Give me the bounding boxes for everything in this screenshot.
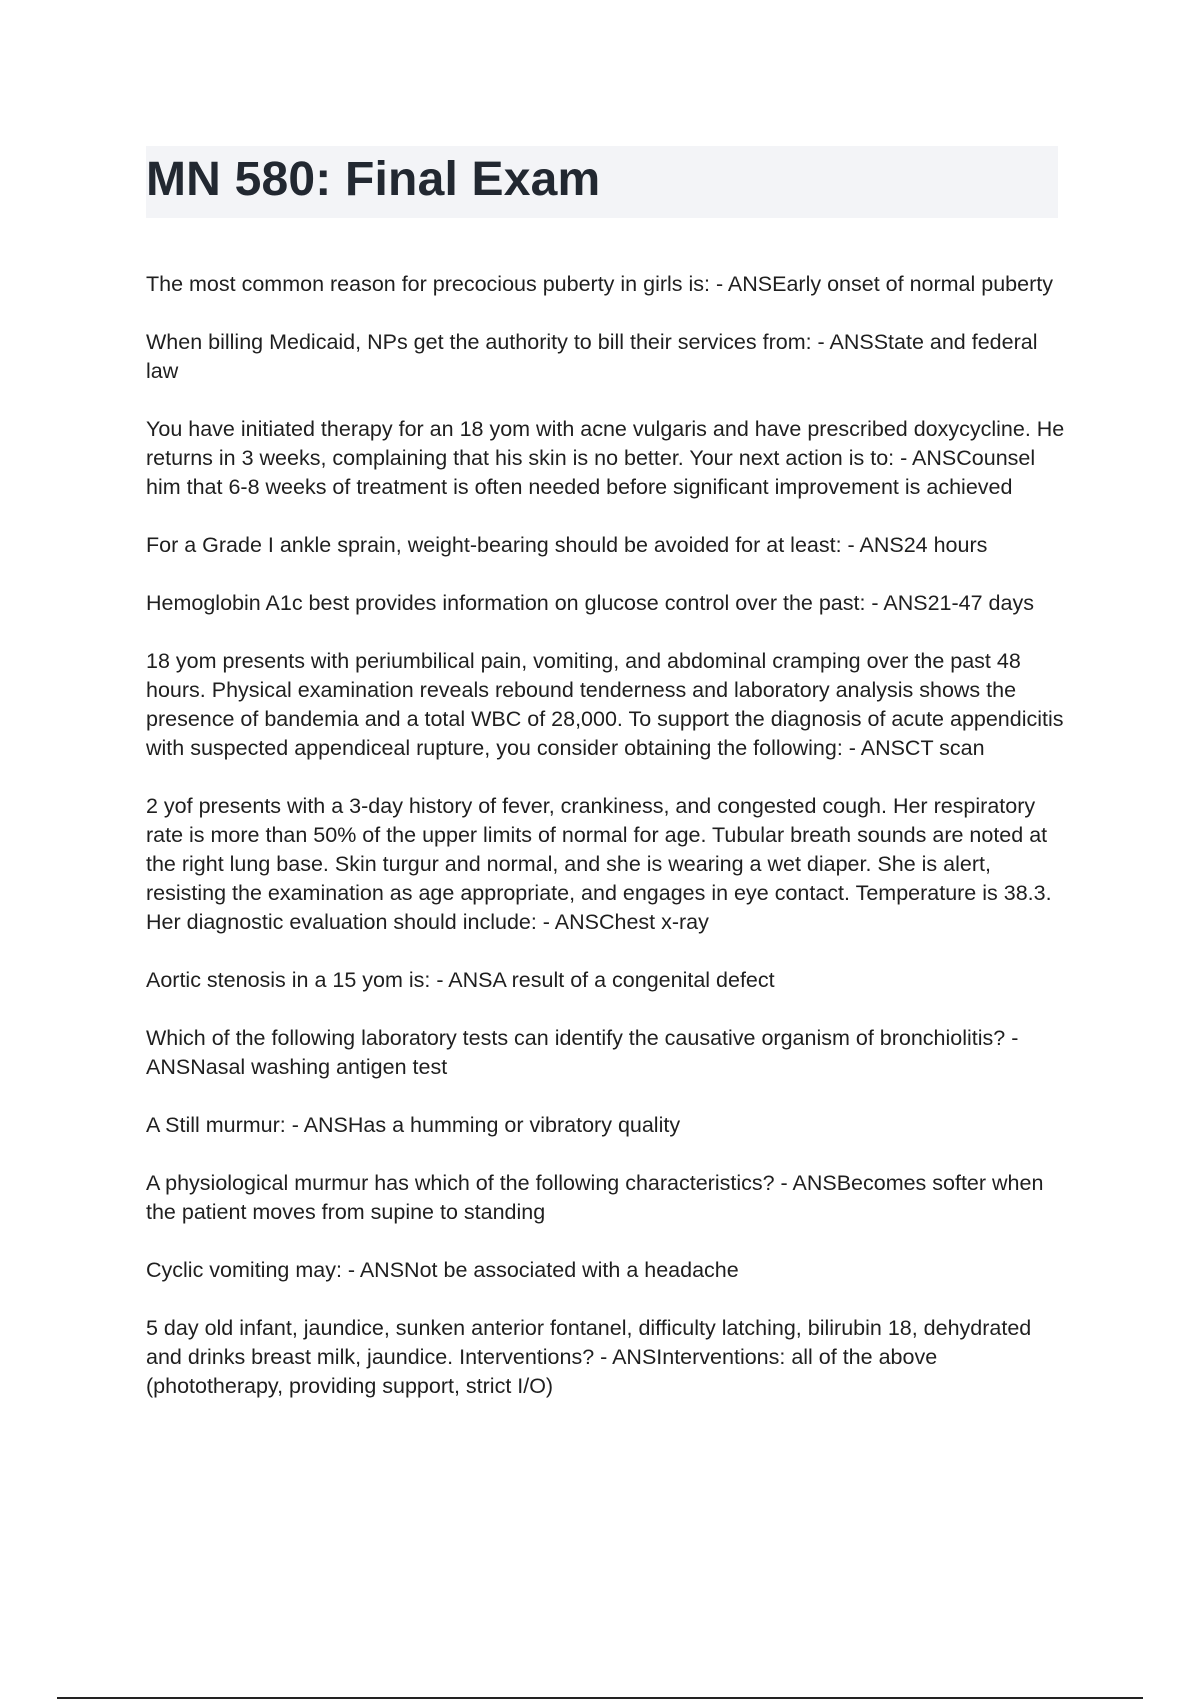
question-answer-7: 2 yof presents with a 3-day history of fever, crankiness, and congested cough. Her respiratory rate is more than 50% of the upper limits of normal for age. Tubular breath sounds are noted at the right lung base. Skin turgur and normal, and she is wearing a wet diaper. She is alert, resisting the examination as age appropriate, and engages in eye contact. Temperature is 38.3. Her diagnostic evaluation should include: - ANSChest x-ray (146, 794, 1052, 934)
page-title: MN 580: Final Exam (146, 153, 601, 206)
question-answer-12: Cyclic vomiting may: - ANSNot be associated with a headache (146, 1258, 739, 1282)
question-answer-11: A physiological murmur has which of the following characteristics? - ANSBecomes softer when the patient moves from supine to standing (146, 1171, 1044, 1224)
question-answer-4: For a Grade I ankle sprain, weight-bearing should be avoided for at least: - ANS24 hours (146, 533, 988, 557)
question-answer-5: Hemoglobin A1c best provides information on glucose control over the past: - ANS21-47 days (146, 591, 1034, 615)
question-answer-1: The most common reason for precocious puberty in girls is: - ANSEarly onset of normal puberty (146, 272, 1053, 296)
question-answer-8: Aortic stenosis in a 15 yom is: - ANSA result of a congenital defect (146, 968, 775, 992)
question-answer-2: When billing Medicaid, NPs get the authority to bill their services from: - ANSState and federal law (146, 330, 1038, 383)
question-answer-13: 5 day old infant, jaundice, sunken anterior fontanel, difficulty latching, bilirubin 18, dehydrated and drinks breast milk, jaundice. Interventions? - ANSInterventions: all of the above (phototherapy, providing support, strict I/O) (146, 1316, 1032, 1398)
question-answer-9: Which of the following laboratory tests can identify the causative organism of bronchiolitis? - ANSNasal washing antigen test (146, 1026, 1019, 1079)
question-answer-6: 18 yom presents with periumbilical pain, vomiting, and abdominal cramping over the past 48 hours. Physical examination reveals rebound tenderness and laboratory analysis shows the presence of bandemia and a total WBC of 28,000. To support the diagnosis of acute appendicitis with suspected appendiceal rupture, you consider obtaining the following: - ANSCT scan (146, 649, 1064, 760)
title-band (146, 146, 1058, 218)
question-answer-3: You have initiated therapy for an 18 yom with acne vulgaris and have prescribed doxycycline. He returns in 3 weeks, complaining that his skin is no better. Your next action is to: - ANSCounsel him that 6-8 weeks of treatment is often needed before significant improvement is achieved (146, 417, 1065, 499)
question-list (146, 270, 1066, 1430)
footer-rule (57, 1697, 1143, 1699)
question-answer-10: A Still murmur: - ANSHas a humming or vibratory quality (146, 1113, 681, 1137)
